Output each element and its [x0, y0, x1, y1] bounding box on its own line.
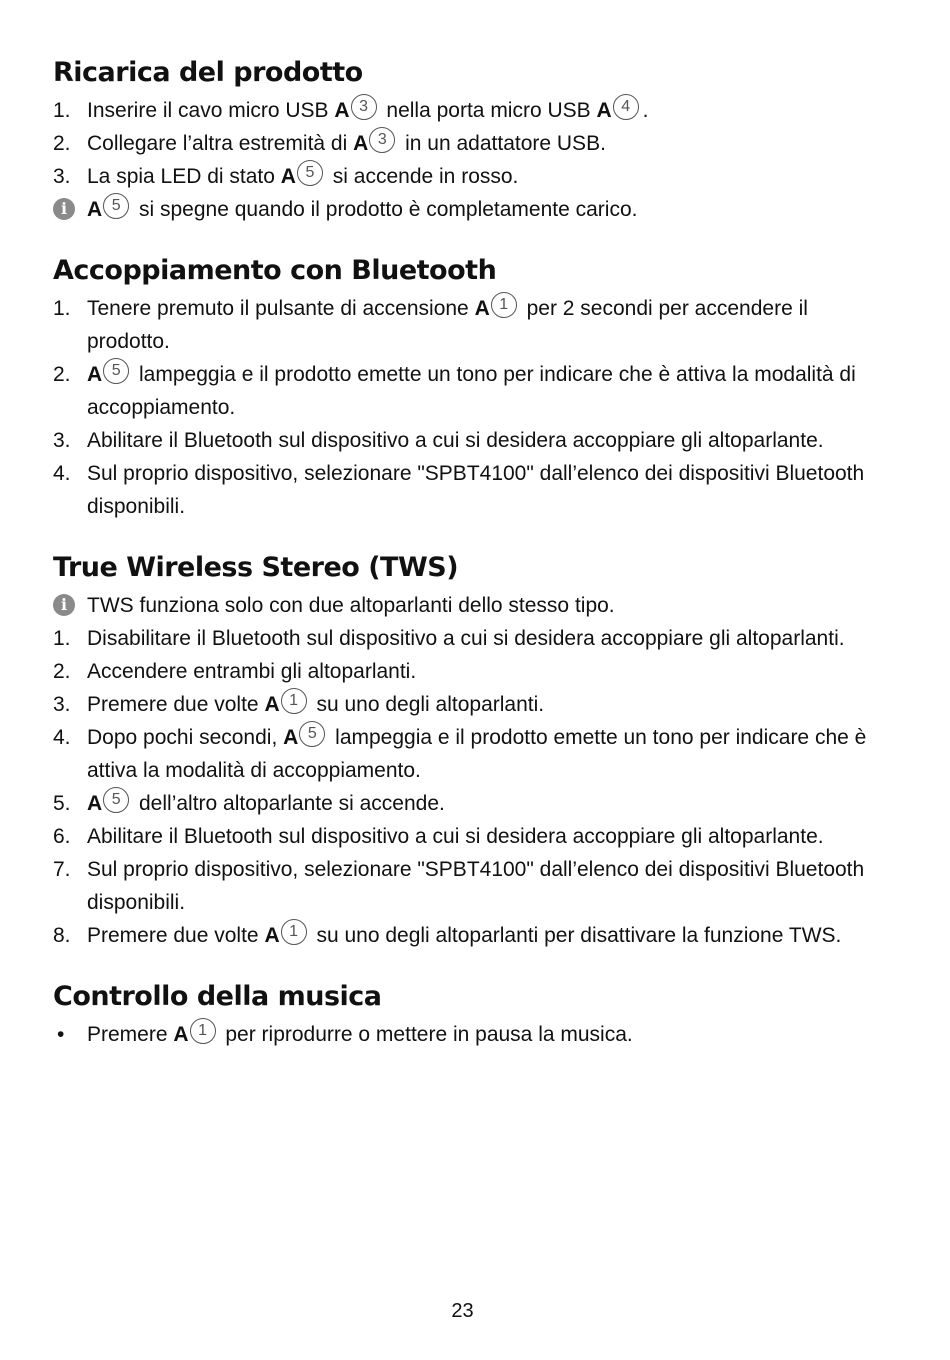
item-text: in un adattatore USB. — [399, 132, 606, 155]
component-number-circle: 4 — [613, 94, 639, 120]
item-text: Collegare l’altra estremità di — [87, 132, 354, 155]
item-text: su uno degli altoparlanti. — [310, 693, 545, 716]
section-bluetooth-pairing — [53, 254, 873, 523]
item-number: 3. — [53, 429, 71, 452]
bullet: • — [57, 1023, 65, 1046]
item-number: 1. — [53, 99, 71, 122]
list-item — [53, 160, 873, 193]
list-item — [53, 94, 873, 127]
item-number: 4. — [53, 726, 71, 749]
component-ref: A — [173, 1023, 189, 1046]
item-number: 8. — [53, 924, 71, 947]
item-text: Inserire il cavo micro USB — [87, 99, 335, 122]
component-ref: A — [280, 165, 296, 188]
item-text: TWS funziona solo con due altoparlanti dello stesso tipo. — [87, 594, 615, 617]
list-item — [53, 688, 873, 721]
list-item — [53, 919, 873, 952]
list-item — [53, 820, 873, 853]
section-heading: True Wireless Stereo (TWS) — [53, 552, 459, 583]
item-text: per 2 secondi per accendere il prodotto. — [87, 297, 808, 353]
item-number: 6. — [53, 825, 71, 848]
item-text: Premere due volte — [87, 693, 265, 716]
info-icon: i — [53, 594, 75, 616]
item-text: Dopo pochi secondi, — [87, 726, 284, 749]
component-ref: A — [353, 132, 369, 155]
component-number-circle: 5 — [103, 358, 129, 384]
list-item — [53, 787, 873, 820]
item-text: Sul proprio dispositivo, selezionare "SPBT4100" dall’elenco dei dispositivi Bluetooth disponibili. — [87, 858, 865, 914]
page-content — [53, 56, 873, 1079]
item-text: si spegne quando il prodotto è completamente carico. — [133, 198, 638, 221]
item-number: 2. — [53, 363, 71, 386]
item-text: Abilitare il Bluetooth sul dispositivo a cui si desidera accoppiare gli altoparlante. — [87, 429, 824, 452]
component-ref: A — [596, 99, 612, 122]
item-text: La spia LED di stato — [87, 165, 281, 188]
info-note — [53, 193, 873, 226]
info-icon: i — [53, 198, 75, 220]
component-ref: A — [87, 198, 103, 221]
section-heading: Controllo della musica — [53, 981, 382, 1012]
item-number: 5. — [53, 792, 71, 815]
section-heading: Ricarica del prodotto — [53, 57, 363, 88]
component-number-circle: 1 — [281, 688, 307, 714]
item-text: lampeggia e il prodotto emette un tono per indicare che è attiva la modalità di accoppiamento. — [87, 726, 867, 782]
component-ref: A — [474, 297, 490, 320]
component-number-circle: 3 — [351, 94, 377, 120]
list-item — [53, 1018, 873, 1051]
section-charging — [53, 56, 873, 226]
component-number-circle: 1 — [190, 1018, 216, 1044]
component-number-circle: 5 — [103, 787, 129, 813]
item-text: Accendere entrambi gli altoparlanti. — [87, 660, 417, 683]
item-text: Abilitare il Bluetooth sul dispositivo a cui si desidera accoppiare gli altoparlante. — [87, 825, 824, 848]
section-tws — [53, 551, 873, 952]
component-ref: A — [264, 693, 280, 716]
list-item — [53, 292, 873, 358]
section-heading: Accoppiamento con Bluetooth — [53, 255, 497, 286]
component-ref: A — [87, 792, 103, 815]
list-item — [53, 358, 873, 424]
component-number-circle: 5 — [103, 193, 129, 219]
component-number-circle: 3 — [369, 127, 395, 153]
section-music-control — [53, 980, 873, 1051]
component-ref: A — [283, 726, 299, 749]
item-text: Tenere premuto il pulsante di accensione — [87, 297, 475, 320]
item-number: 7. — [53, 858, 71, 881]
component-number-circle: 1 — [281, 919, 307, 945]
list-item — [53, 622, 873, 655]
item-text: si accende in rosso. — [326, 165, 519, 188]
page-number: 23 — [451, 1300, 474, 1322]
list-item — [53, 853, 873, 919]
item-text: Premere due volte — [87, 924, 265, 947]
item-number: 3. — [53, 693, 71, 716]
item-number: 2. — [53, 132, 71, 155]
list-item — [53, 127, 873, 160]
component-number-circle: 1 — [491, 292, 517, 318]
item-text: Sul proprio dispositivo, selezionare "SPBT4100" dall’elenco dei dispositivi Bluetooth disponibili. — [87, 462, 865, 518]
component-ref: A — [87, 363, 103, 386]
item-number: 1. — [53, 297, 71, 320]
item-text: Premere — [87, 1023, 174, 1046]
item-text: su uno degli altoparlanti per disattivare la funzione TWS. — [310, 924, 842, 947]
item-text: . — [642, 99, 649, 122]
item-number: 4. — [53, 462, 71, 485]
list-item — [53, 721, 873, 787]
list-item — [53, 424, 873, 457]
item-text: lampeggia e il prodotto emette un tono per indicare che è attiva la modalità di accoppiamento. — [87, 363, 856, 419]
component-ref: A — [334, 99, 350, 122]
list-item — [53, 655, 873, 688]
item-text: dell’altro altoparlante si accende. — [133, 792, 445, 815]
list-item — [53, 457, 873, 523]
item-number: 3. — [53, 165, 71, 188]
component-ref: A — [264, 924, 280, 947]
item-text: nella porta micro USB — [380, 99, 597, 122]
component-number-circle: 5 — [299, 721, 325, 747]
item-text: per riprodurre o mettere in pausa la musica. — [219, 1023, 633, 1046]
info-note — [53, 589, 873, 622]
item-number: 2. — [53, 660, 71, 683]
component-number-circle: 5 — [297, 160, 323, 186]
item-number: 1. — [53, 627, 71, 650]
item-text: Disabilitare il Bluetooth sul dispositivo a cui si desidera accoppiare gli altoparlanti. — [87, 627, 845, 650]
